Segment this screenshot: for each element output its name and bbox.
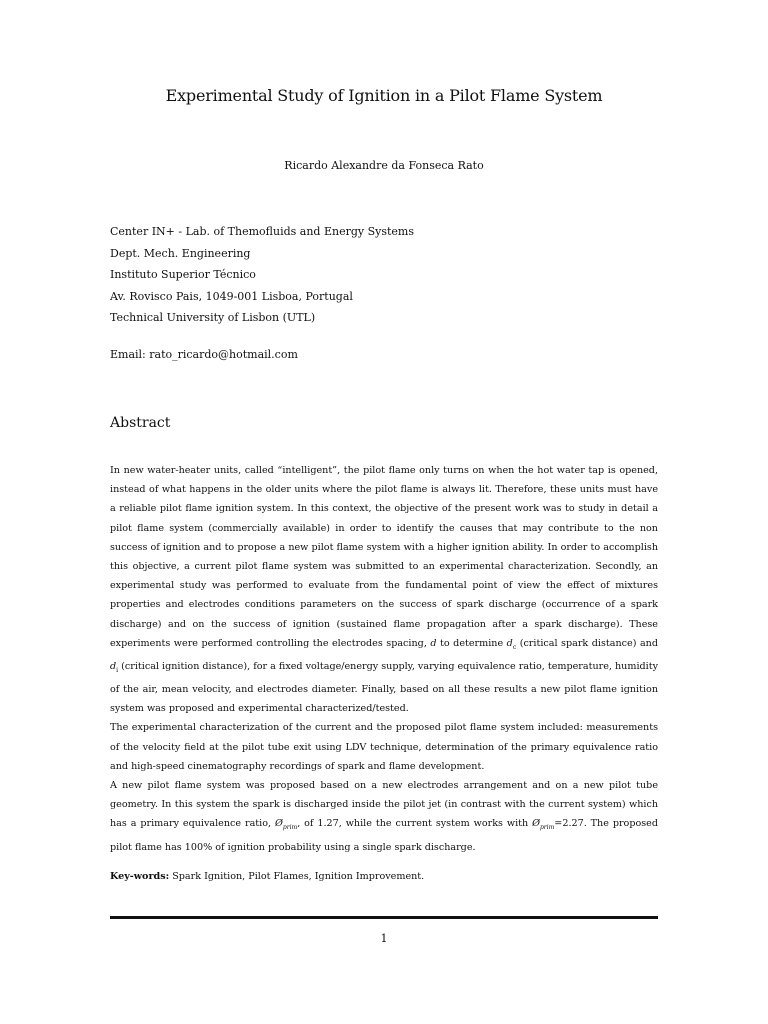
abstract-text: In new water-heater units, called “intelligent”, the pilot flame only turns on when the hot water tap is opened, instead of what happens in the older units where the pilot flame is always lit. Therefore, these units must have a reliable pilot flame ignition system. In this context, the objective of the present work was to study in detail a pilot flame system (commercially available) in order to identify the causes that may contribute to the non success of ignition and to propose a new pilot flame system with a higher ignition ability. In order to accomplish this objective, a current pilot flame system was submitted to an experimental characterization. Secondly, an experimental study was performed to evaluate from the fundamental point of view the effect of mixtures properties and electrodes conditions parameters on the success of spark discharge (occurrence of a spark discharge) and on the success of ignition (sustained flame propagation after a spark discharge). These experiments were performed controlling the electrodes spacing, [110, 465, 658, 649]
subscript-prim: prim [282, 824, 298, 832]
affiliation-line: Dept. Mech. Engineering [110, 246, 251, 260]
abstract-body [110, 461, 658, 857]
footer-rule [110, 916, 658, 919]
abstract-text: (critical spark distance) and [516, 637, 658, 649]
email-line: Email: rato_ricardo@hotmail.com [110, 348, 298, 361]
abstract-text: =2.27. The proposed pilot flame has 100% of ignition probability using a single spark discharge. [110, 818, 658, 853]
abstract-text: to determine [436, 637, 507, 649]
abstract-text: A new pilot flame system was proposed based on a new electrodes arrangement and on a new pilot tube geometry. In this system the spark is discharged inside the pilot jet (in contrast with the current system) which has a primary equivalence ratio, [110, 780, 658, 830]
symbol-dc: d [506, 637, 513, 649]
symbol-di: d [110, 660, 117, 672]
abstract-paragraph [110, 461, 658, 718]
subscript-i: i [116, 666, 119, 674]
symbol-phi: Ø [274, 818, 283, 830]
author-name: Ricardo Alexandre da Fonseca Rato [284, 159, 484, 172]
keywords-label: Key-words: [110, 871, 170, 882]
abstract-text: , of 1.27, while the current system works with [297, 818, 533, 830]
abstract-heading: Abstract [110, 415, 171, 431]
subscript-prim: prim [539, 824, 555, 832]
abstract-paragraph [110, 776, 658, 857]
affiliation-line: Technical University of Lisbon (UTL) [110, 311, 316, 324]
affiliation-line: Av. Rovisco Pais, 1049-001 Lisboa, Portugal [110, 289, 353, 303]
subscript-c: c [512, 643, 517, 651]
keywords-list: Spark Ignition, Pilot Flames, Ignition Improvement. [169, 871, 425, 882]
abstract-text: (critical ignition distance), for a fixed voltage/energy supply, varying equivalence ratio, temperature, humidity of the air, mean velocity, and electrodes diameter. Finally, based on all these results a new pilot flame ignition system was proposed and experimental characterized/tested. [110, 660, 659, 715]
symbol-phi: Ø [532, 818, 540, 830]
paper-title: Experimental Study of Ignition in a Pilot Flame System [165, 86, 603, 105]
page-number: 1 [380, 932, 388, 945]
keywords-line [110, 871, 424, 882]
affiliation-line: Instituto Superior Técnico [110, 268, 256, 281]
symbol-d: d [430, 637, 437, 649]
affiliation-line: Center IN+ - Lab. of Themofluids and Energy Systems [110, 225, 415, 238]
abstract-paragraph: The experimental characterization of the current and the proposed pilot flame system included: measurements of the velocity field at the pilot tube exit using LDV technique, determination of the primary equivalence ratio and high-speed cinematography recordings of spark and flame development. [110, 722, 658, 772]
affiliation-block [110, 221, 414, 329]
